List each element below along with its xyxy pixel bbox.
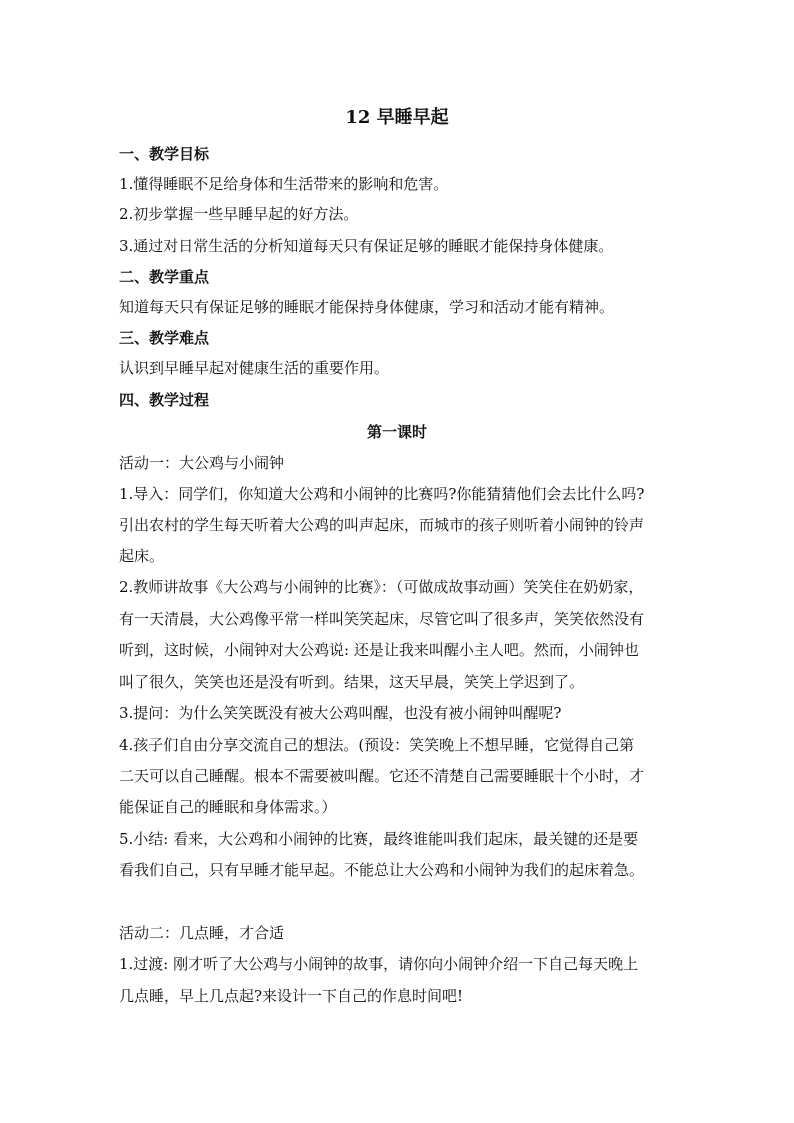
section-heading-goals: 一、教学目标 [119,145,210,163]
activity-1-paragraph-3: 3.提问：为什么笑笑既没有被大公鸡叫醒，也没有被小闹钟叫醒呢? [119,704,562,722]
activity-1-paragraph-5-line-1: 5.小结: 看来，大公鸡和小闹钟的比赛，最终谁能叫我们起床，最关键的还是要 [119,830,639,848]
activity-1-paragraph-4-line-1: 4.孩子们自由分享交流自己的想法。(预设：笑笑晚上不想早睡，它觉得自己第 [119,736,635,754]
activity-2-paragraph-1-line-1: 1.过渡: 刚才听了大公鸡与小闹钟的故事，请你向小闹钟介绍一下自己每天晚上 [119,955,639,973]
activity-2-title: 活动二：几点睡，才合适 [119,924,285,942]
activity-1-paragraph-4-line-3: 能保证自己的睡眠和身体需求。） [119,798,337,816]
goal-item-2: 2.初步掌握一些早睡早起的好方法。 [119,205,359,223]
section-heading-difficulty: 三、教学难点 [119,329,210,347]
activity-1-paragraph-1-line-1: 1.导入：同学们，你知道大公鸡和小闹钟的比赛吗?你能猜猜他们会去比什么吗? [119,485,645,503]
activity-1-paragraph-1-line-2: 引出农村的学生每天听着大公鸡的叫声起床，而城市的孩子则听着小闹钟的铃声 [119,516,645,534]
section-heading-process: 四、教学过程 [119,391,210,409]
activity-1-paragraph-2-line-4: 叫了很久，笑笑也还是没有听到。结果，这天早晨，笑笑上学迟到了。 [119,673,585,691]
activity-1-paragraph-2-line-3: 听到，这时候，小闹钟对大公鸡说: 还是让我来叫醒小主人吧。然而，小闹钟也 [119,641,639,659]
activity-1-paragraph-2-line-2: 有一天清晨，大公鸡像平常一样叫笑笑起床，尽管它叫了很多声，笑笑依然没有 [119,610,645,628]
goal-item-3: 3.通过对日常生活的分析知道每天只有保证足够的睡眠才能保持身体健康。 [119,237,614,255]
activity-2-paragraph-1-line-2: 几点睡，早上几点起?来设计一下自己的作息时间吧! [119,987,464,1005]
document-title: 12 早睡早起 [345,107,449,128]
activity-1-paragraph-4-line-2: 二天可以自己睡醒。根本不需要被叫醒。它还不清楚自己需要睡眠十个小时，才 [119,767,645,785]
activity-1-title: 活动一：大公鸡与小闹钟 [119,454,285,472]
difficulty-text: 认识到早睡早起对健康生活的重要作用。 [119,359,390,377]
activity-1-paragraph-2-line-1: 2.教师讲故事《大公鸡与小闹钟的比赛》：（可做成故事动画）笑笑住在奶奶家， [119,578,644,596]
activity-1-paragraph-1-line-3: 起床。 [119,547,165,565]
goal-item-1: 1.懂得睡眠不足给身体和生活带来的影响和危害。 [119,175,449,193]
section-heading-key-points: 二、教学重点 [119,268,210,286]
key-point-text: 知道每天只有保证足够的睡眠才能保持身体健康，学习和活动才能有精神。 [119,298,615,316]
activity-1-paragraph-5-line-2: 看我们自己，只有早睡才能早起。不能总让大公鸡和小闹钟为我们的起床着急。 [119,861,645,879]
lesson-title: 第一课时 [366,423,427,441]
